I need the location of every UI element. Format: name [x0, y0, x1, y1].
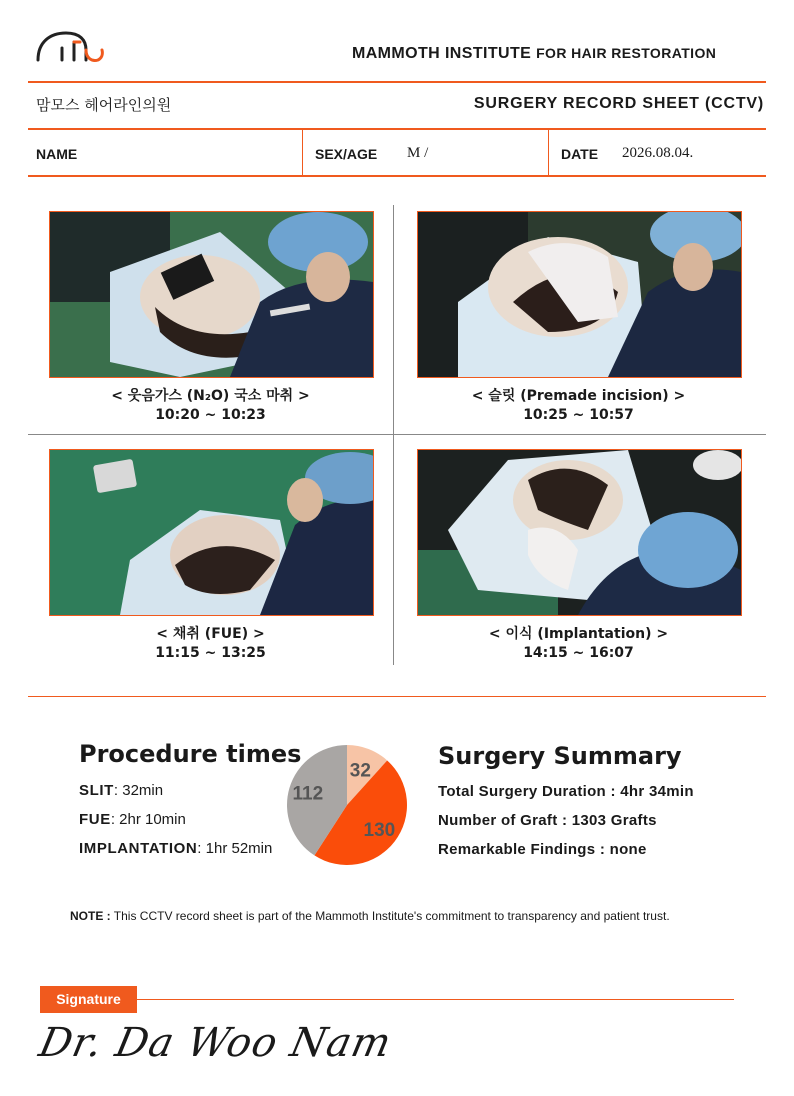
note-text: This CCTV record sheet is part of the Mammoth Institute's commitment to transparency and patient trust.: [113, 909, 670, 923]
name-label: NAME: [36, 146, 78, 162]
surgery-summary-title: Surgery Summary: [438, 742, 682, 770]
procedure-value: : 2hr 10min: [110, 811, 186, 828]
procedure-label: FUE: [79, 811, 111, 828]
caption-label: < 이식 (Implantation) >: [488, 626, 669, 642]
brand-sub: FOR HAIR RESTORATION: [536, 45, 717, 61]
brand-name: [352, 45, 716, 63]
photo-implantation: [417, 449, 742, 616]
procedure-value: : 32min: [113, 782, 164, 799]
photo-grid-horizontal-divider: [28, 434, 766, 435]
sexage-label: SEX/AGE: [315, 146, 378, 162]
procedure-row-fue: [79, 811, 186, 828]
photo-slit: [417, 211, 742, 378]
caption-time: 14:15 ~ 16:07: [523, 645, 634, 661]
procedure-times-title: Procedure times: [79, 740, 302, 768]
pie-label-130: 130: [363, 819, 396, 841]
caption-label: < 웃음가스 (N₂O) 국소 마취 >: [111, 388, 310, 404]
date-label: DATE: [561, 146, 599, 162]
signature-line: [137, 999, 734, 1000]
procedure-pie-chart: [286, 744, 408, 866]
info-bottom-border: [28, 175, 766, 177]
procedure-label: SLIT: [79, 782, 114, 799]
signature-badge: Signature: [40, 986, 137, 1013]
summary-grafts: Number of Graft : 1303 Grafts: [438, 812, 657, 829]
sexage-value: M /: [407, 145, 429, 161]
date-value: 2026.08.04.: [622, 145, 694, 161]
info-top-border: [28, 128, 766, 130]
header-divider: [28, 81, 766, 83]
photo-slit-caption: [417, 387, 740, 425]
procedure-label: IMPLANTATION: [79, 840, 198, 857]
mammoth-logo: [36, 28, 106, 69]
procedure-row-slit: [79, 782, 163, 799]
pie-label-32: 32: [349, 760, 371, 782]
footer-note: [70, 909, 670, 923]
caption-time: 11:15 ~ 13:25: [155, 645, 266, 661]
caption-label: < 채취 (FUE) >: [156, 626, 265, 642]
photo-grid-vertical-divider: [393, 205, 394, 665]
photo-anesthesia-caption: [49, 387, 372, 425]
photo-anesthesia: [49, 211, 374, 378]
clinic-korean-name: 맘모스 헤어라인의원: [36, 96, 172, 114]
procedure-value: : 1hr 52min: [197, 840, 273, 857]
pie-label-112: 112: [292, 783, 324, 805]
caption-time: 10:20 ~ 10:23: [155, 407, 266, 423]
info-divider-1: [302, 129, 303, 176]
info-divider-2: [548, 129, 549, 176]
photo-implantation-caption: [417, 625, 740, 663]
photo-fue-caption: [49, 625, 372, 663]
procedure-row-implantation: [79, 840, 272, 857]
caption-label: < 슬릿 (Premade incision) >: [471, 388, 686, 404]
summary-duration: Total Surgery Duration : 4hr 34min: [438, 783, 694, 800]
sheet-title: SURGERY RECORD SHEET (CCTV): [473, 95, 764, 112]
brand-main: MAMMOTH INSTITUTE: [352, 45, 532, 62]
photo-fue: [49, 449, 374, 616]
handwritten-signature: Dr. Da Woo Nam: [35, 1020, 396, 1066]
summary-findings: Remarkable Findings : none: [438, 841, 647, 858]
caption-time: 10:25 ~ 10:57: [523, 407, 634, 423]
note-label: NOTE :: [70, 909, 111, 923]
summary-divider: [28, 696, 766, 697]
